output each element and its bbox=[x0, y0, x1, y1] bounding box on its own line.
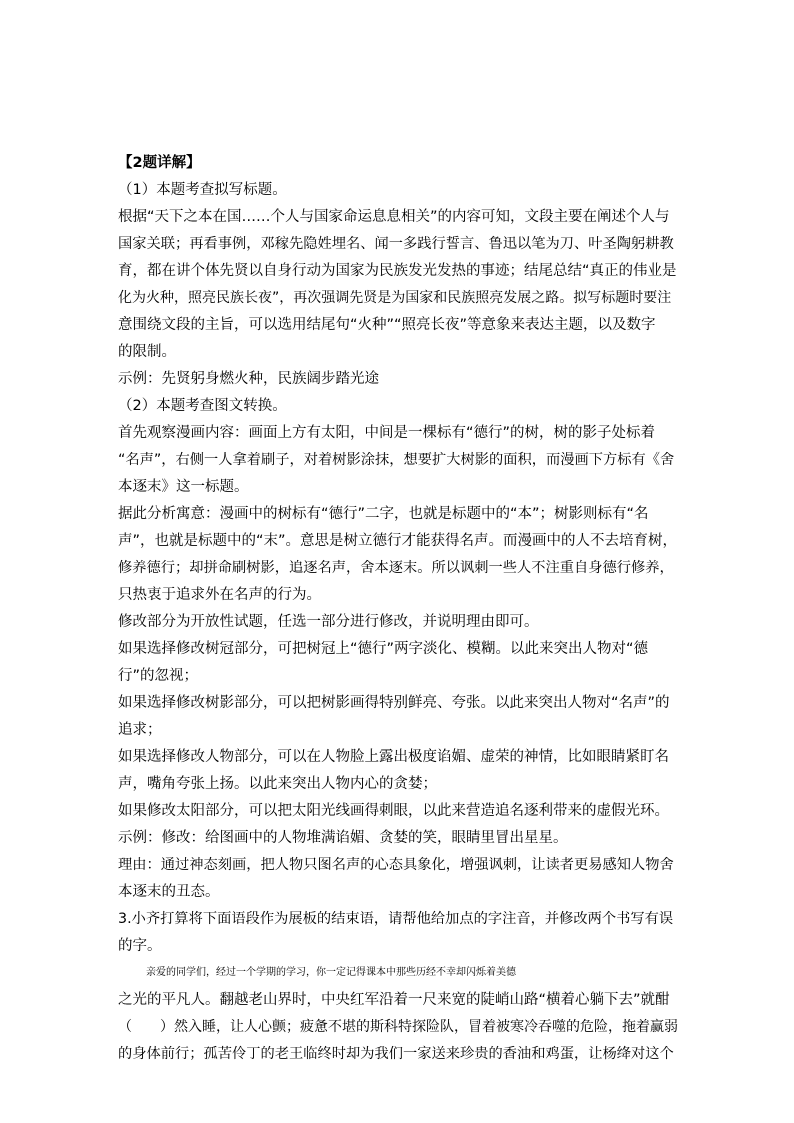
passage-line: 之光的平凡人。翻越老山界时，中央红军沿着一尺来宽的陡峭山路“横着心躺下去”就酣 bbox=[118, 992, 670, 1008]
text-line: 修改部分为开放性试题，任选一部分进行修改，并说明理由即可。 bbox=[118, 614, 539, 630]
text-line: 修养德行；却拼命刷树影，追逐名声，舍本逐末。所以讽刺一些人不注重自身德行修养， bbox=[118, 560, 674, 576]
text-line: 据此分析寓意：漫画中的树标有“德行”二字，也就是标题中的“本”；树影则标有“名 bbox=[118, 506, 649, 522]
text-line: 如果选择修改树冠部分，可把树冠上“德行”两字淡化、模糊。以此来突出人物对“德 bbox=[118, 641, 649, 657]
passage-line: （ ）然入睡，让人心颤；疲惫不堪的斯科特探险队，冒着被寒冷吞噬的危险，拖着赢弱 bbox=[118, 1019, 678, 1035]
text-line: 追求； bbox=[118, 722, 162, 738]
text-line: 首先观察漫画内容：画面上方有太阳，中间是一棵标有“德行”的树，树的影子处标着 bbox=[118, 425, 656, 441]
text-line: 如果选择修改树影部分，可以把树影画得特别鲜亮、夸张。以此来突出人物对“名声”的 bbox=[118, 695, 670, 711]
question-line: 的字。 bbox=[118, 938, 162, 954]
text-line: 化为火种，照亮民族长夜”，再次强调先贤是为国家和民族照亮发展之路。拟写标题时要注 bbox=[118, 290, 672, 306]
text-line: 如果选择修改人物部分，可以在人物脸上露出极度谄媚、虚荣的神情，比如眼睛紧盯名 bbox=[118, 749, 669, 765]
text-line: “名声”，右侧一人拿着刷子，对着树影涂抹，想要扩大树影的面积，而漫画下方标有《舍 bbox=[118, 452, 675, 468]
text-line: （1）本题考查拟写标题。 bbox=[118, 182, 287, 198]
text-line: 示例：先贤躬身燃火种，民族阔步踏光途 bbox=[118, 371, 379, 387]
text-line: 根据“天下之本在国……个人与国家命运息息相关”的内容可知，文段主要在阐述个人与 bbox=[118, 209, 670, 225]
passage-line: 的身体前行；孤苦伶丁的老王临终时却为我们一家送来珍贵的香油和鸡蛋，让杨绛对这个 bbox=[118, 1046, 674, 1062]
text-line: （2）本题考查图文转换。 bbox=[118, 398, 287, 414]
text-line: 育，都在讲个体先贤以自身行动为国家为民族发光发热的事迹；结尾总结“真正的伟业是 bbox=[118, 263, 677, 279]
text-line: 本逐末的丑态。 bbox=[118, 884, 220, 900]
question-line: 3.小齐打算将下面语段作为展板的结束语，请帮他给加点的字注音，并修改两个书写有误 bbox=[118, 911, 674, 927]
text-line: 国家关联；再看事例，邓稼先隐姓埋名、闻一多践行誓言、鲁迅以笔为刀、叶圣陶躬耕教 bbox=[118, 236, 674, 252]
text-line: 声，嘴角夸张上扬。以此来突出人物内心的贪婪； bbox=[118, 776, 437, 792]
text-line: 理由：通过神态刻画，把人物只图名声的心态具象化，增强讽刺，让读者更易感知人物舍 bbox=[118, 857, 674, 873]
text-line: 意围绕文段的主旨，可以选用结尾句“火种”“照亮长夜”等意象来表达主题，以及数字 bbox=[118, 317, 656, 333]
text-line: 的限制。 bbox=[118, 344, 176, 360]
text-line: 声”，也就是标题中的“末”。意思是树立德行才能获得名声。而漫画中的人不去培育树， bbox=[118, 533, 678, 549]
section-heading: 【2题详解】 bbox=[118, 155, 201, 171]
text-line: 行”的忽视； bbox=[118, 668, 199, 684]
text-line: 示例：修改：给图画中的人物堆满谄媚、贪婪的笑，眼睛里冒出星星。 bbox=[118, 830, 568, 846]
text-line: 只热衷于追求外在名声的行为。 bbox=[118, 587, 321, 603]
text-line: 本逐末》这一标题。 bbox=[118, 479, 249, 495]
text-line: 如果修改太阳部分，可以把太阳光线画得刺眼，以此来营造追名逐利带来的虚假光环。 bbox=[118, 803, 669, 819]
passage-line: 亲爱的同学们，经过一个学期的学习，你一定记得课本中那些历经不幸却闪烁着美德 bbox=[146, 967, 516, 978]
